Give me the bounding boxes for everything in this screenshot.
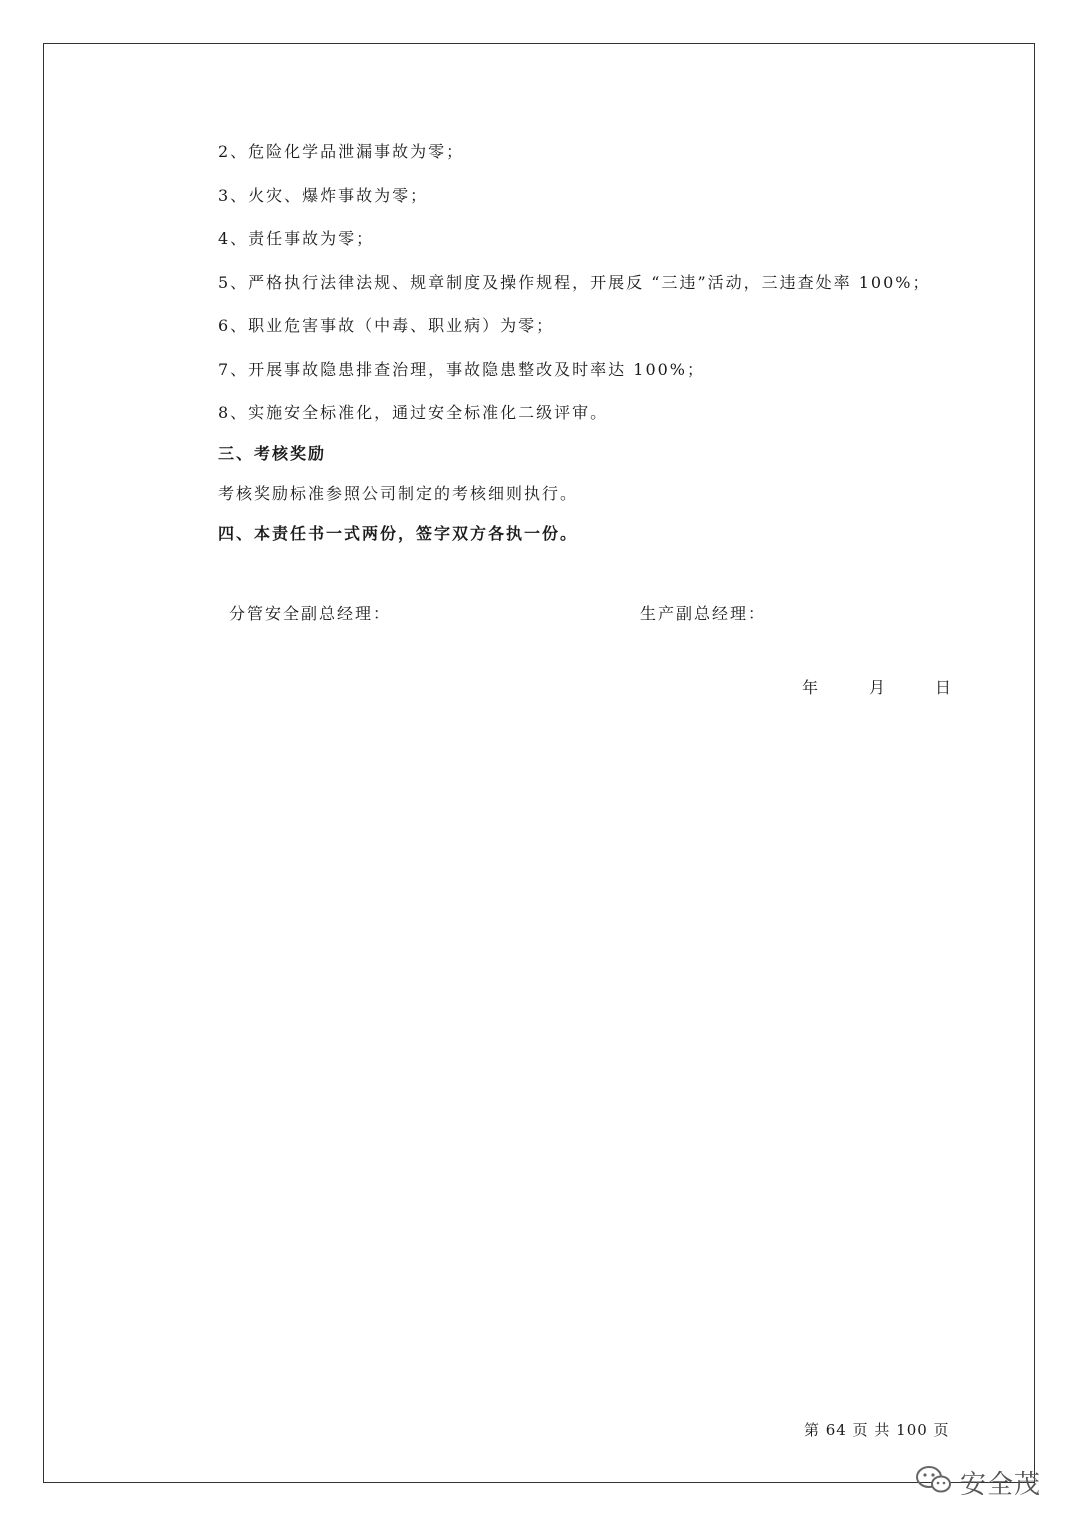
section-heading-copies: 四、本责任书一式两份，签字双方各执一份。 [218, 524, 579, 543]
section-body-assessment: 考核奖励标准参照公司制定的考核细则执行。 [218, 484, 579, 503]
signature-label-safety-vp: 分管安全副总经理： [229, 604, 392, 623]
list-item: 6、职业危害事故（中毒、职业病）为零； [218, 316, 555, 335]
list-item: 2、危险化学品泄漏事故为零； [218, 142, 465, 161]
watermark [914, 1462, 1041, 1502]
list-item: 4、责任事故为零； [218, 229, 375, 248]
list-item: 7、开展事故隐患排查治理，事故隐患整改及时率达 100%； [218, 360, 706, 379]
signature-label-production-vp: 生产副总经理： [640, 604, 767, 623]
section-heading-assessment: 三、考核奖励 [218, 444, 327, 463]
list-item: 8、实施安全标准化，通过安全标准化二级评审。 [218, 403, 609, 422]
watermark-text: 安全茂 [960, 1469, 1042, 1500]
date-day: 日 [935, 678, 952, 697]
page-number: 第 64 页 共 100 页 [804, 1421, 950, 1439]
page-frame [43, 43, 1035, 1483]
date-month: 月 [869, 678, 886, 697]
date-year: 年 [802, 678, 819, 697]
list-item: 3、火灾、爆炸事故为零； [218, 186, 429, 205]
wechat-icon [914, 1464, 954, 1500]
list-item: 5、严格执行法律法规、规章制度及操作规程，开展反 “三违”活动，三违查处率 100%； [218, 273, 931, 292]
